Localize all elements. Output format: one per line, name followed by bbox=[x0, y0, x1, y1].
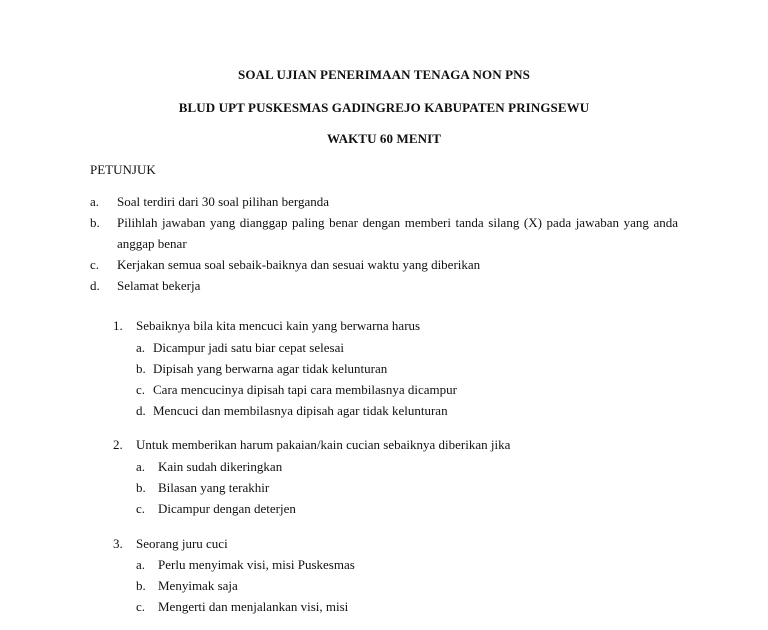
option-label: a. bbox=[136, 459, 146, 474]
instruction-item bbox=[90, 275, 678, 296]
instruction-marker: d. bbox=[90, 278, 100, 293]
option-label: b. bbox=[136, 578, 146, 593]
instruction-text: Kerjakan semua soal sebaik-baiknya dan sesuai waktu yang diberikan bbox=[117, 257, 481, 272]
option-text: Dipisah yang berwarna agar tidak kelunturan bbox=[153, 361, 388, 376]
doc-institution: BLUD UPT PUSKESMAS GADINGREJO KABUPATEN PRINGSEWU bbox=[178, 100, 590, 115]
question-number: 3. bbox=[113, 536, 123, 551]
option-text: Kain sudah dikeringkan bbox=[158, 459, 283, 474]
option-label: d. bbox=[136, 403, 146, 418]
instruction-item bbox=[90, 191, 678, 212]
option-text: Dicampur jadi satu biar cepat selesai bbox=[153, 340, 344, 355]
option-label: b. bbox=[136, 361, 146, 376]
doc-duration: WAKTU 60 MENIT bbox=[326, 131, 442, 146]
option-text: Menyimak saja bbox=[158, 578, 238, 593]
option-text: Cara mencucinya dipisah tapi cara membilasnya dicampur bbox=[153, 382, 457, 397]
doc-title: SOAL UJIAN PENERIMAAN TENAGA NON PNS bbox=[238, 67, 530, 82]
question-text: Sebaiknya bila kita mencuci kain yang berwarna harus bbox=[136, 318, 421, 333]
instruction-marker: a. bbox=[90, 194, 100, 209]
instruction-marker: c. bbox=[90, 257, 100, 272]
option-text: Bilasan yang terakhir bbox=[158, 480, 270, 495]
option-text: Mengerti dan menjalankan visi, misi bbox=[158, 599, 349, 614]
option-text: Perlu menyimak visi, misi Puskesmas bbox=[158, 557, 355, 572]
option-label: c. bbox=[136, 501, 146, 516]
option-label: c. bbox=[136, 599, 146, 614]
option-label: c. bbox=[136, 382, 146, 397]
instruction-marker: b. bbox=[90, 215, 100, 230]
option-label: b. bbox=[136, 480, 146, 495]
question-text: Seorang juru cuci bbox=[136, 536, 228, 551]
instruction-text: Selamat bekerja bbox=[117, 278, 201, 293]
question-number: 1. bbox=[113, 318, 123, 333]
instruction-text: Pilihlah jawaban yang dianggap paling benar dengan memberi tanda silang (X) pada jawaban yang anda anggap benar bbox=[117, 215, 678, 251]
instruction-text: Soal terdiri dari 30 soal pilihan berganda bbox=[117, 194, 330, 209]
question-text: Untuk memberikan harum pakaian/kain cucian sebaiknya diberikan jika bbox=[136, 437, 511, 452]
instruction-item bbox=[90, 212, 678, 254]
instruction-item bbox=[90, 254, 678, 275]
option-label: a. bbox=[136, 557, 146, 572]
instructions-label: PETUNJUK bbox=[90, 162, 156, 177]
option-text: Mencuci dan membilasnya dipisah agar tidak kelunturan bbox=[153, 403, 448, 418]
option-text: Dicampur dengan deterjen bbox=[158, 501, 296, 516]
question-number: 2. bbox=[113, 437, 123, 452]
option-label: a. bbox=[136, 340, 146, 355]
